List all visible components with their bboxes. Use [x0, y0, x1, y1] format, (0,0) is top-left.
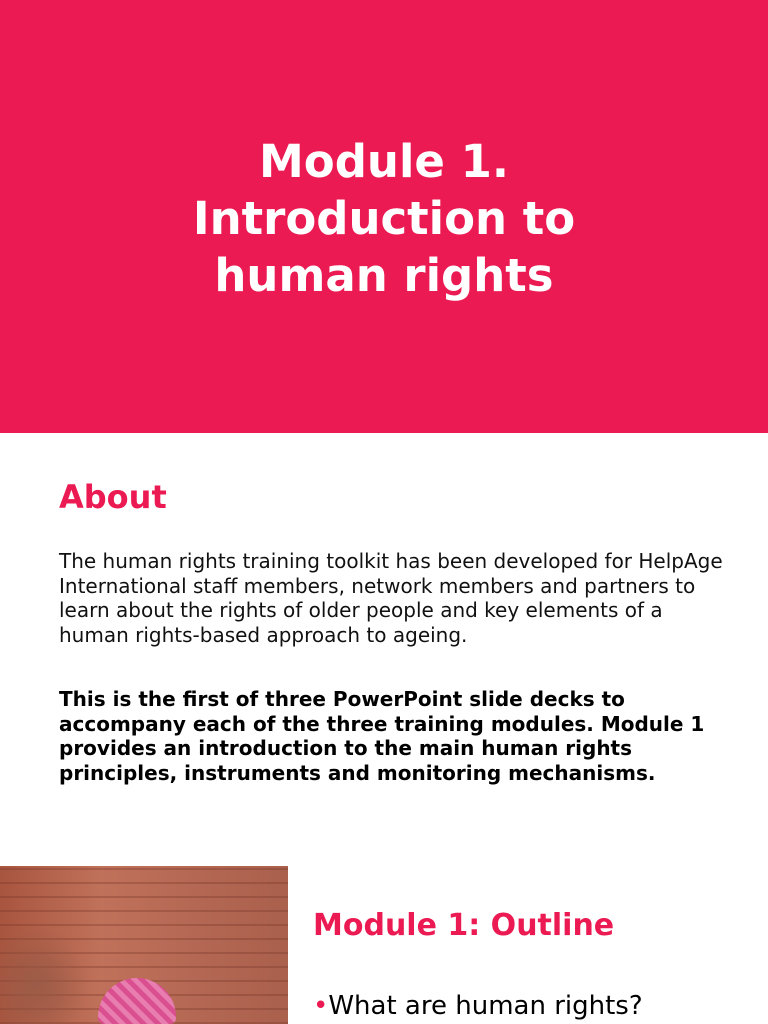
- about-bold-text: This is the first of three PowerPoint slide decks to accompany each of the three training modules. Module 1 provides an introduction to the main human rights principles, instruments and monitoring mechanisms.: [59, 687, 705, 785]
- module-title: [0, 133, 768, 304]
- module-title-line-1: Module 1.: [259, 135, 509, 188]
- about-body-text: The human rights training toolkit has been developed for HelpAge International staff members, network members and partners to learn about the rights of older people and key elements of a human rights-based approach to ageing.: [59, 549, 723, 647]
- outline-item-text: What are human rights?: [328, 991, 643, 1021]
- outline-item: [313, 988, 643, 1024]
- bullet-icon: •: [313, 991, 329, 1021]
- older-woman-photo: [0, 866, 288, 1024]
- about-heading: About: [59, 478, 167, 516]
- outline-heading: Module 1: Outline: [313, 908, 615, 943]
- module-title-line-3: human rights: [214, 249, 554, 302]
- module-title-line-2: Introduction to: [192, 192, 576, 245]
- about-slide: [0, 433, 768, 833]
- title-slide: [0, 0, 768, 433]
- photo-blur-shape: [0, 926, 90, 1024]
- outline-list: [313, 988, 643, 1024]
